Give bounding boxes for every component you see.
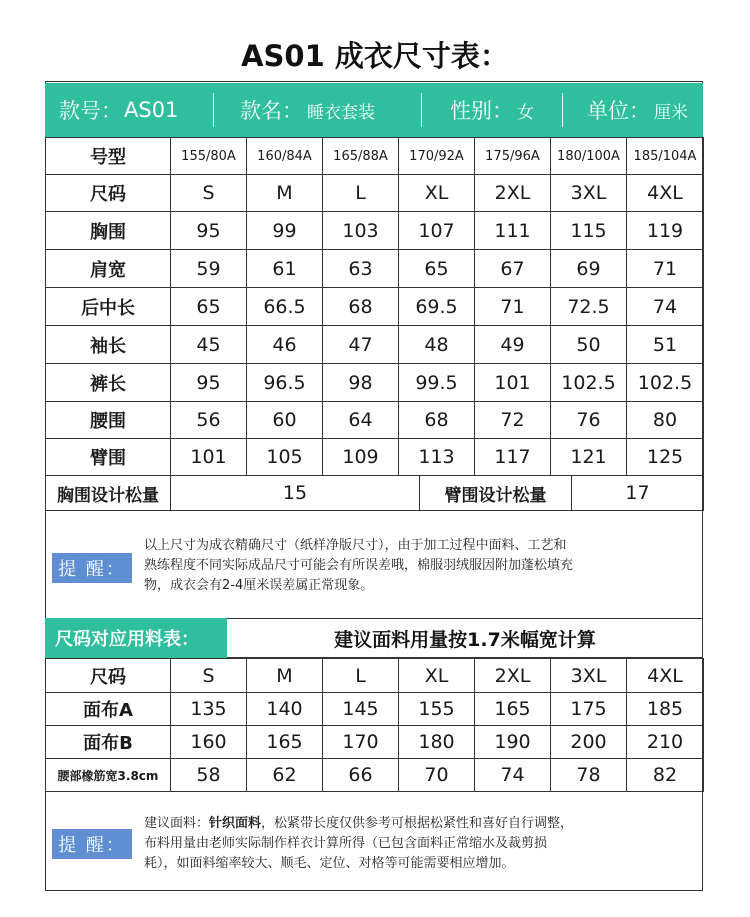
row-label: 裤长 xyxy=(46,364,171,402)
fabric-section-note: 建议面料用量按1.7米幅宽计算 xyxy=(334,628,596,651)
tip-line: 熟练程度不同实际成品尺寸可能会有所误差哦，棉服羽绒服因附加蓬松填充 xyxy=(144,558,574,573)
size-cell: 109 xyxy=(323,439,399,476)
size-cell: 117 xyxy=(475,439,551,476)
size-cell: 63 xyxy=(323,250,399,288)
fabric-cell: 3XL xyxy=(551,659,627,693)
size-row xyxy=(46,326,704,364)
size-cell: L xyxy=(323,175,399,212)
tip-line: 布料用量由老师实际制作样衣计算所得（已包含面料正常缩水及裁剪损 xyxy=(144,836,548,851)
size-cell: 69.5 xyxy=(399,288,475,326)
size-cell: 105 xyxy=(247,439,323,476)
row-label: 面布A xyxy=(46,693,171,726)
fabric-cell: 58 xyxy=(171,759,247,792)
row-label: 臂围 xyxy=(46,439,171,476)
fabric-cell: S xyxy=(171,659,247,693)
fabric-cell: 210 xyxy=(627,726,704,759)
fabric-row xyxy=(46,659,704,693)
size-cell: 165/88A xyxy=(323,138,399,175)
size-cell: 74 xyxy=(627,288,704,326)
size-cell: 3XL xyxy=(551,175,627,212)
size-cell: 65 xyxy=(171,288,247,326)
size-cell: 45 xyxy=(171,326,247,364)
row-label: 肩宽 xyxy=(46,250,171,288)
row-label: 腰围 xyxy=(46,402,171,439)
size-cell: 51 xyxy=(627,326,704,364)
fabric-cell: 2XL xyxy=(475,659,551,693)
size-cell: 56 xyxy=(171,402,247,439)
row-label: 袖长 xyxy=(46,326,171,364)
size-cell: 66.5 xyxy=(247,288,323,326)
size-cell: 98 xyxy=(323,364,399,402)
arm-ease-value: 17 xyxy=(572,476,704,511)
size-cell: 4XL xyxy=(627,175,704,212)
size-row xyxy=(46,402,704,439)
size-cell: 99 xyxy=(247,212,323,250)
size-cell: 72.5 xyxy=(551,288,627,326)
fabric-cell: 180 xyxy=(399,726,475,759)
size-cell: S xyxy=(171,175,247,212)
size-cell: 59 xyxy=(171,250,247,288)
size-row xyxy=(46,212,704,250)
size-cell: 107 xyxy=(399,212,475,250)
fabric-cell: 165 xyxy=(475,693,551,726)
chest-ease-value: 15 xyxy=(171,476,420,511)
row-label: 号型 xyxy=(46,138,171,175)
chest-ease-label: 胸围设计松量 xyxy=(46,476,171,511)
size-cell: 103 xyxy=(323,212,399,250)
size-cell: XL xyxy=(399,175,475,212)
fabric-cell: 200 xyxy=(551,726,627,759)
arm-ease-label: 臂围设计松量 xyxy=(420,476,572,511)
size-cell: 50 xyxy=(551,326,627,364)
unit-label: 单位： xyxy=(587,99,650,123)
size-cell: 113 xyxy=(399,439,475,476)
fabric-cell: 145 xyxy=(323,693,399,726)
fabric-row xyxy=(46,693,704,726)
fabric-row xyxy=(46,726,704,759)
size-row xyxy=(46,439,704,476)
fabric-cell: L xyxy=(323,659,399,693)
tip-line: 耗），如面料缩率较大、顺毛、定位、对格等可能需要相应增加。 xyxy=(144,856,515,871)
fabric-cell: 190 xyxy=(475,726,551,759)
size-cell: 60 xyxy=(247,402,323,439)
fabric-cell: 4XL xyxy=(627,659,704,693)
size-cell: 68 xyxy=(399,402,475,439)
tip-bold: 针织面料 xyxy=(209,816,262,831)
style-name-value: 睡衣套装 xyxy=(307,102,375,123)
divider xyxy=(562,93,563,127)
size-cell: 99.5 xyxy=(399,364,475,402)
size-cell: 160/84A xyxy=(247,138,323,175)
fabric-cell: 74 xyxy=(475,759,551,792)
size-cell: 71 xyxy=(475,288,551,326)
size-cell: 121 xyxy=(551,439,627,476)
size-cell: 185/104A xyxy=(627,138,704,175)
fabric-cell: M xyxy=(247,659,323,693)
size-cell: 155/80A xyxy=(171,138,247,175)
size-cell: 46 xyxy=(247,326,323,364)
row-label: 面布B xyxy=(46,726,171,759)
tip-text xyxy=(144,814,696,874)
style-no xyxy=(45,83,213,137)
size-cell: 170/92A xyxy=(399,138,475,175)
size-row xyxy=(46,250,704,288)
size-cell: 102.5 xyxy=(551,364,627,402)
divider xyxy=(213,93,214,127)
size-cell: 71 xyxy=(627,250,704,288)
gender xyxy=(422,83,562,137)
tip-line: 物，成衣会有2-4厘米误差属正常现象。 xyxy=(144,578,374,593)
size-cell: 67 xyxy=(475,250,551,288)
size-cell: 101 xyxy=(171,439,247,476)
gender-label: 性别： xyxy=(450,99,513,123)
size-cell: 80 xyxy=(627,402,704,439)
size-cell: 95 xyxy=(171,212,247,250)
fabric-cell: XL xyxy=(399,659,475,693)
divider xyxy=(421,93,422,127)
fabric-cell: 82 xyxy=(627,759,704,792)
size-cell: 61 xyxy=(247,250,323,288)
fabric-cell: 62 xyxy=(247,759,323,792)
unit-value: 厘米 xyxy=(654,102,688,123)
size-cell: 96.5 xyxy=(247,364,323,402)
header-bar xyxy=(45,83,703,137)
gender-value: 女 xyxy=(517,102,534,123)
tip-text xyxy=(144,536,696,596)
page-title: AS01 成衣尺寸表： xyxy=(241,39,509,73)
size-cell: 115 xyxy=(551,212,627,250)
row-label: 腰部橡筋宽3.8cm xyxy=(46,759,171,792)
fabric-cell: 160 xyxy=(171,726,247,759)
fabric-section-title: 尺码对应用料表： xyxy=(45,618,227,658)
fabric-table xyxy=(45,658,704,792)
size-cell: 102.5 xyxy=(627,364,704,402)
fabric-cell: 165 xyxy=(247,726,323,759)
style-no-label: 款号： xyxy=(59,99,122,123)
size-cell: 95 xyxy=(171,364,247,402)
row-label: 胸围 xyxy=(46,212,171,250)
row-label: 尺码 xyxy=(46,175,171,212)
tip-line xyxy=(144,814,696,834)
size-cell: 65 xyxy=(399,250,475,288)
size-cell: 49 xyxy=(475,326,551,364)
fabric-cell: 175 xyxy=(551,693,627,726)
size-cell: M xyxy=(247,175,323,212)
size-table xyxy=(45,137,704,476)
size-cell: 64 xyxy=(323,402,399,439)
tip-rest: ，松紧带长度仅供参考可根据松紧性和喜好自行调整， xyxy=(261,816,574,831)
fabric-cell: 170 xyxy=(323,726,399,759)
row-label: 后中长 xyxy=(46,288,171,326)
size-row xyxy=(46,138,704,175)
style-no-value: AS01 xyxy=(124,98,179,122)
size-cell: 2XL xyxy=(475,175,551,212)
size-row xyxy=(46,288,704,326)
tip-badge: 提 醒： xyxy=(52,553,132,583)
tip-badge: 提 醒： xyxy=(52,829,132,859)
fabric-cell: 66 xyxy=(323,759,399,792)
size-cell: 119 xyxy=(627,212,704,250)
size-cell: 76 xyxy=(551,402,627,439)
size-cell: 101 xyxy=(475,364,551,402)
size-row xyxy=(46,364,704,402)
size-cell: 180/100A xyxy=(551,138,627,175)
style-name xyxy=(214,83,421,137)
ease-table xyxy=(45,475,704,511)
fabric-cell: 140 xyxy=(247,693,323,726)
row-label: 尺码 xyxy=(46,659,171,693)
fabric-cell: 185 xyxy=(627,693,704,726)
fabric-cell: 78 xyxy=(551,759,627,792)
tip-line: 以上尺寸为成衣精确尺寸（纸样净版尺寸），由于加工过程中面料、工艺和 xyxy=(144,538,567,553)
size-cell: 69 xyxy=(551,250,627,288)
style-name-label: 款名： xyxy=(240,99,303,123)
fabric-cell: 70 xyxy=(399,759,475,792)
size-cell: 111 xyxy=(475,212,551,250)
unit xyxy=(563,83,701,137)
fabric-cell: 135 xyxy=(171,693,247,726)
size-cell: 175/96A xyxy=(475,138,551,175)
size-cell: 47 xyxy=(323,326,399,364)
size-cell: 48 xyxy=(399,326,475,364)
fabric-row xyxy=(46,759,704,792)
size-cell: 125 xyxy=(627,439,704,476)
fabric-cell: 155 xyxy=(399,693,475,726)
size-row xyxy=(46,175,704,212)
tip-prefix: 建议面料： xyxy=(144,816,210,831)
size-cell: 68 xyxy=(323,288,399,326)
size-cell: 72 xyxy=(475,402,551,439)
